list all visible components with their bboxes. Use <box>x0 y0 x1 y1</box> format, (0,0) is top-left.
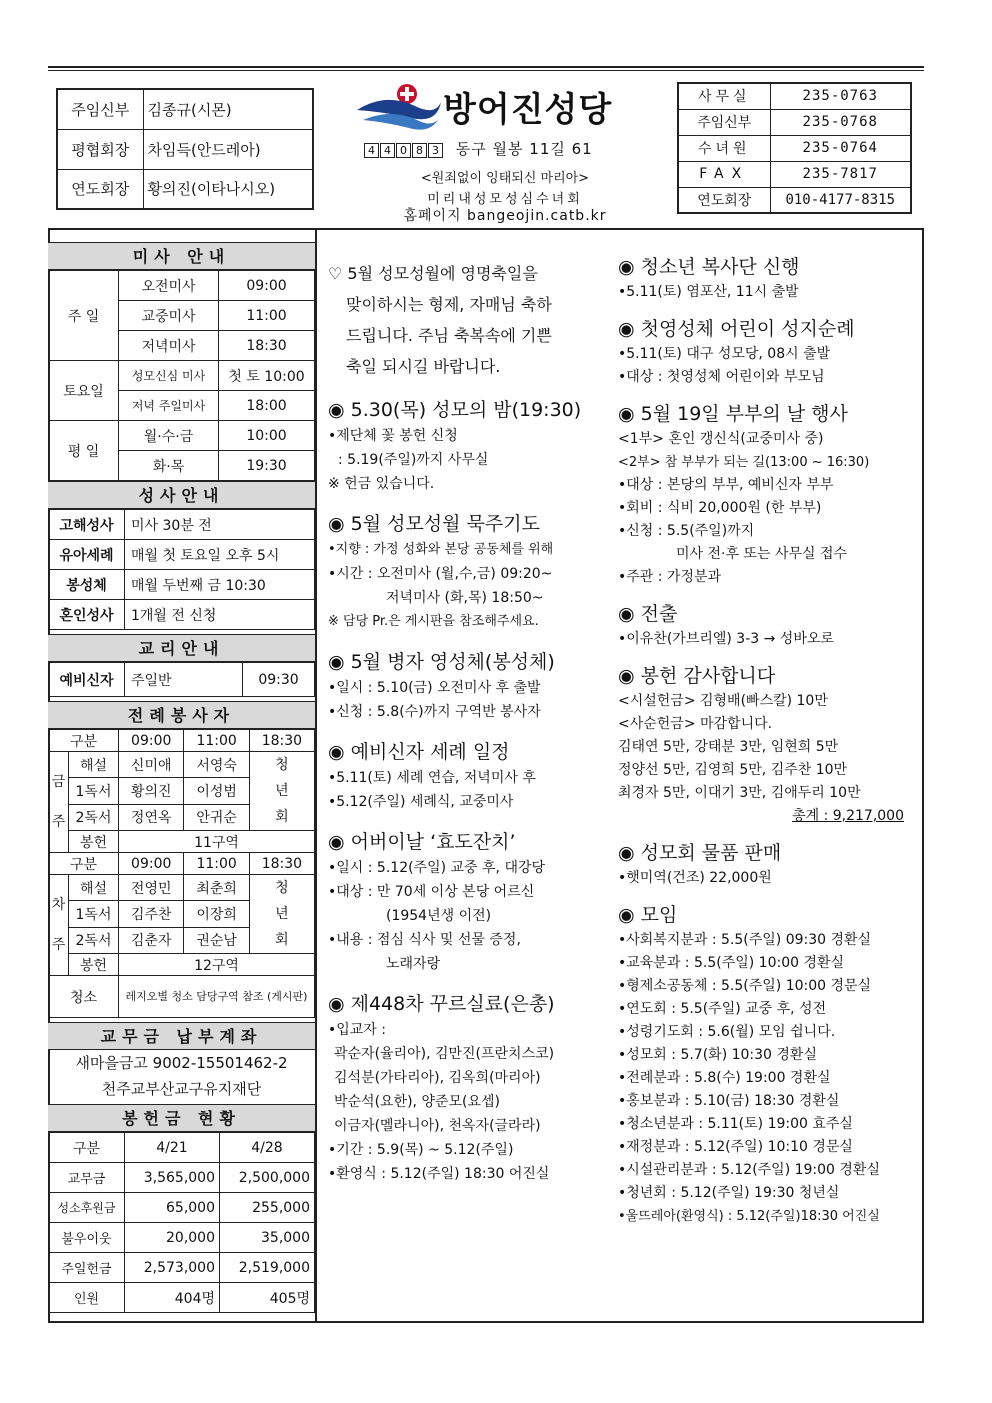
sacrament-name: 유아세례 <box>49 540 125 570</box>
servers-header: 09:00 <box>119 730 184 752</box>
server-role: 봉헌 <box>69 954 119 976</box>
notice-line: •대상 : 첫영성체 어린이와 부모님 <box>618 369 825 385</box>
sacrament-value: 1개월 전 신청 <box>125 600 315 630</box>
offering-header: 구분 <box>49 1133 125 1163</box>
notice-block <box>618 904 918 1228</box>
servers-header: 11:00 <box>184 730 249 752</box>
mass-name: 성모신심 미사 <box>119 361 219 391</box>
server-name: 정연옥 <box>119 804 184 830</box>
notice-line: (1954년생 이전) <box>386 908 492 924</box>
doctrine-table <box>48 662 315 697</box>
account-title: 교무금 납부계좌 <box>48 1022 315 1050</box>
greeting-line: 축일 되시길 바랍니다. <box>346 357 501 376</box>
sisters-name: 미리내성모성심수녀회 <box>427 192 583 207</box>
server-role: 2독서 <box>69 804 119 830</box>
sacrament-name: 봉성체 <box>49 570 125 600</box>
officer-name: 김종규(시몬) <box>143 89 313 129</box>
meeting-line: •시설관리분과 : 5.12(주일) 19:00 경환실 <box>618 1162 880 1178</box>
top-rule <box>48 66 924 68</box>
contact-number: 235-7817 <box>770 161 911 187</box>
notice-title: ◉ 청소년 복사단 신행 <box>618 256 800 278</box>
notice-line: 박순석(요한), 양준모(요셉) <box>334 1094 500 1110</box>
servers-header: 18:30 <box>249 853 314 875</box>
notice-line: •내용 : 점심 식사 및 선물 증정, <box>328 932 521 948</box>
saturday-label: 토요일 <box>49 361 119 421</box>
notice-title: ◉ 전출 <box>618 603 678 625</box>
greeting-line: 맞이하시는 형제, 자매님 축하 <box>346 295 552 314</box>
mass-time: 18:00 <box>219 391 315 421</box>
middle-column <box>328 258 608 1202</box>
notice-title: ◉ 성모회 물품 판매 <box>618 842 782 864</box>
week2-label: 차 주 <box>49 875 69 976</box>
contact-label: 주임신부 <box>678 109 770 135</box>
notice-block <box>328 398 608 496</box>
mass-table <box>48 270 315 481</box>
zip-digit: 4 <box>380 143 395 158</box>
notice-title: ◉ 모임 <box>618 904 678 926</box>
offering-value: 2,573,000 <box>125 1253 220 1283</box>
server-role: 1독서 <box>69 901 119 927</box>
notice-block <box>328 512 608 634</box>
notice-line: •환영식 : 5.12(주일) 18:30 어진실 <box>328 1166 550 1182</box>
notice-line: •신청 : 5.5(주일)까지 <box>618 523 755 539</box>
offering-name: 주일헌금 <box>49 1253 125 1283</box>
notice-title: ◉ 예비신자 세례 일정 <box>328 741 510 763</box>
top-rule-thin <box>48 70 924 71</box>
contacts-table <box>677 82 912 214</box>
notice-line: •신청 : 5.8(수)까지 구역반 봉사자 <box>328 704 541 720</box>
notice-line: ※ 헌금 있습니다. <box>328 476 435 492</box>
notice-line: <1부> 혼인 갱신식(교중미사 중) <box>618 431 824 447</box>
doctrine-value: 주일반 <box>125 663 243 697</box>
server-name: 김주찬 <box>119 901 184 927</box>
notice-title: ◉ 어버이날 ‘효도잔치’ <box>328 831 516 853</box>
mass-name: 저녁 주일미사 <box>119 391 219 421</box>
mass-title: 미사 안내 <box>48 242 315 270</box>
notice-line: •5.11(토) 세례 연습, 저녁미사 후 <box>328 770 536 786</box>
server-name: 최춘희 <box>184 875 249 901</box>
mass-time: 11:00 <box>219 301 315 331</box>
offering-value: 2,500,000 <box>220 1163 315 1193</box>
notice-line: •입교자 : <box>328 1022 386 1038</box>
church-motto: <원죄없이 잉태되신 마리아> <box>420 171 590 186</box>
meeting-line: •연도회 : 5.5(주일) 교중 후, 성전 <box>618 1001 827 1017</box>
mass-time: 10:00 <box>219 421 315 451</box>
meeting-line: •청소년분과 : 5.11(토) 19:00 효주실 <box>618 1116 853 1132</box>
offering-table <box>48 1132 315 1313</box>
notice-title: ◉ 5.30(목) 성모의 밤(19:30) <box>328 399 582 421</box>
notice-line: •일시 : 5.10(금) 오전미사 후 출발 <box>328 680 541 696</box>
meeting-line: •홍보분과 : 5.10(금) 18:30 경환실 <box>618 1093 840 1109</box>
greeting-line: ♡ 5월 성모성월에 영명축일을 <box>328 264 538 283</box>
church-address-line <box>364 138 644 159</box>
notice-block <box>328 650 608 724</box>
notice-line: •5.12(주일) 세례식, 교중미사 <box>328 794 514 810</box>
notice-title: ◉ 5월 성모성월 묵주기도 <box>328 513 540 535</box>
officer-role: 평협회장 <box>57 129 143 169</box>
zip-digit: 0 <box>396 143 411 158</box>
officer-role: 연도회장 <box>57 169 143 209</box>
contact-label: 연도회장 <box>678 187 770 213</box>
notice-block <box>328 830 608 976</box>
notice-block <box>328 992 608 1186</box>
notice-line: 김석분(가타리아), 김옥희(마리아) <box>334 1070 541 1086</box>
notice-block <box>328 740 608 814</box>
notice-line: 곽순자(율리아), 김만진(프란치스코) <box>334 1046 555 1062</box>
notice-line: •시간 : 오전미사 (월,수,금) 09:20~ <box>328 566 553 582</box>
zip-digit: 3 <box>428 143 443 158</box>
sacrament-name: 고해성사 <box>49 510 125 540</box>
notice-line: •이유찬(가브리엘) 3-3 → 성바오로 <box>618 631 834 647</box>
notice-line: 저녁미사 (화,목) 18:50~ <box>386 590 544 606</box>
sunday-label: 주 일 <box>49 271 119 361</box>
meeting-line: •형제소공동체 : 5.5(주일) 10:00 경문실 <box>618 978 872 994</box>
sacraments-title: 성사안내 <box>48 481 315 509</box>
meeting-line: •전례분과 : 5.8(수) 19:00 경환실 <box>618 1070 831 1086</box>
offering-name: 교무금 <box>49 1163 125 1193</box>
contact-number: 235-0764 <box>770 135 911 161</box>
meeting-line: •교육분과 : 5.5(주일) 10:00 경환실 <box>618 955 845 971</box>
notice-line: <사순헌금> 마감합니다. <box>618 716 773 732</box>
notice-line: •대상 : 만 70세 이상 본당 어르신 <box>328 884 535 900</box>
notice-block <box>618 842 918 890</box>
notice-line: •5.11(토) 대구 성모당, 08시 출발 <box>618 346 831 362</box>
servers-header: 11:00 <box>184 853 249 875</box>
notice-line: 김태연 5만, 강태분 3만, 임현희 5만 <box>618 739 839 755</box>
notice-block <box>618 603 918 651</box>
contact-label: FAX <box>678 161 770 187</box>
sacrament-value: 매월 두번째 금 10:30 <box>125 570 315 600</box>
meeting-line: •사회복지분과 : 5.5(주일) 09:30 경환실 <box>618 932 872 948</box>
notice-line: 노래자랑 <box>386 956 441 972</box>
officer-name: 차임득(안드레아) <box>143 129 313 169</box>
server-role: 해설 <box>69 752 119 778</box>
meeting-line: •성령기도회 : 5.6(월) 모임 쉽니다. <box>618 1024 836 1040</box>
offering-name: 불우이웃 <box>49 1223 125 1253</box>
offering-value: 3,565,000 <box>125 1163 220 1193</box>
left-column <box>48 228 317 1323</box>
offering-value: 405명 <box>220 1283 315 1313</box>
notice-line: 미사 전·후 또는 사무실 접수 <box>676 546 848 562</box>
server-name: 김춘자 <box>119 927 184 953</box>
sacrament-name: 혼인성사 <box>49 600 125 630</box>
offer-area: 11구역 <box>119 831 315 853</box>
server-name: 이성범 <box>184 778 249 804</box>
server-name: 이장희 <box>184 901 249 927</box>
greeting-line: 드립니다. 주님 축복속에 기쁜 <box>346 326 552 345</box>
zip-digit: 4 <box>364 143 379 158</box>
week1-label: 금 주 <box>49 752 69 853</box>
mass-time: 첫 토 10:00 <box>219 361 315 391</box>
notice-line: <시설헌금> 김형배(빠스칼) 10만 <box>618 693 828 709</box>
notice-title: ◉ 봉헌 감사합니다 <box>618 665 776 687</box>
notice-title: ◉ 제448차 꾸르실료(은총) <box>328 993 555 1015</box>
mass-name: 오전미사 <box>119 271 219 301</box>
officer-role: 주임신부 <box>57 89 143 129</box>
servers-header: 구분 <box>49 730 119 752</box>
youth-label: 청 년 회 <box>249 752 314 831</box>
meeting-line: •성모회 : 5.7(화) 10:30 경환실 <box>618 1047 817 1063</box>
meeting-line: •청년회 : 5.12(주일) 19:30 청년실 <box>618 1185 840 1201</box>
zip-digit: 8 <box>412 143 427 158</box>
server-role: 2독서 <box>69 927 119 953</box>
notice-block <box>618 403 918 589</box>
account-line: 새마을금고 9002-15501462-2 <box>75 1054 288 1072</box>
contact-number: 235-0763 <box>770 83 911 109</box>
notice-line: •5.11(토) 염포산, 11시 출발 <box>618 284 799 300</box>
offering-name: 성소후원금 <box>49 1193 125 1223</box>
weekday-label: 평 일 <box>49 421 119 481</box>
notice-line: <2부> 참 부부가 되는 길(13:00 ~ 16:30) <box>618 455 870 470</box>
servers-header: 구분 <box>49 853 119 875</box>
church-address: 동구 월봉 11길 61 <box>455 140 593 158</box>
homepage-link[interactable]: 홈페이지 bangeojin.catb.kr <box>403 208 607 224</box>
notice-title: ◉ 5월 19일 부부의 날 행사 <box>618 403 848 425</box>
servers-header: 18:30 <box>249 730 314 752</box>
contact-number: 235-0768 <box>770 109 911 135</box>
doctrine-name: 예비신자 <box>49 663 125 697</box>
offering-value: 65,000 <box>125 1193 220 1223</box>
server-name: 권순남 <box>184 927 249 953</box>
contact-label: 사무실 <box>678 83 770 109</box>
server-role: 1독서 <box>69 778 119 804</box>
notice-line: •대상 : 본당의 부부, 예비신자 부부 <box>618 477 834 493</box>
notice-line: 이금자(멜라니아), 천옥자(글라라) <box>334 1118 541 1134</box>
offering-title: 봉헌금 현황 <box>48 1104 315 1132</box>
notice-line: •주관 : 가정분과 <box>618 569 722 585</box>
offering-header: 4/28 <box>220 1133 315 1163</box>
server-role: 봉헌 <box>69 831 119 853</box>
offering-value: 255,000 <box>220 1193 315 1223</box>
mass-time: 19:30 <box>219 451 315 481</box>
notice-line: 정양선 5만, 김영희 5만, 김주찬 10만 <box>618 762 848 778</box>
server-name: 황의진 <box>119 778 184 804</box>
offering-value: 404명 <box>125 1283 220 1313</box>
server-role: 해설 <box>69 875 119 901</box>
mass-name: 월·수·금 <box>119 421 219 451</box>
server-name: 서영숙 <box>184 752 249 778</box>
offering-name: 인원 <box>49 1283 125 1313</box>
sacraments-table <box>48 509 315 630</box>
servers-table <box>48 729 315 1018</box>
servers-title: 전례봉사자 <box>48 701 315 729</box>
offering-value: 20,000 <box>125 1223 220 1253</box>
server-name: 신미애 <box>119 752 184 778</box>
mass-time: 09:00 <box>219 271 315 301</box>
account-owner: 천주교부산교구유지재단 <box>101 1080 262 1098</box>
notice-line: ※ 담당 Pr.은 게시판을 참조해주세요. <box>328 614 539 629</box>
mass-name: 교중미사 <box>119 301 219 331</box>
mass-name: 저녁미사 <box>119 331 219 361</box>
sacrament-value: 매월 첫 토요일 오후 5시 <box>125 540 315 570</box>
officer-name: 황의진(이타나시오) <box>143 169 313 209</box>
greeting-block <box>328 258 608 382</box>
notice-block <box>618 256 918 304</box>
notice-line: •지향 : 가정 성화와 본당 공동체를 위해 <box>328 542 554 557</box>
church-name: 방어진성당 <box>443 90 613 130</box>
server-name: 안귀순 <box>184 804 249 830</box>
doctrine-title: 교리안내 <box>48 634 315 662</box>
notice-line: •일시 : 5.12(주일) 교중 후, 대강당 <box>328 860 546 876</box>
offering-value: 2,519,000 <box>220 1253 315 1283</box>
notice-title: ◉ 5월 병자 영성체(봉성체) <box>328 651 555 673</box>
notice-line: •회비 : 식비 20,000원 (한 부부) <box>618 500 822 516</box>
offer-area: 12구역 <box>119 954 315 976</box>
notice-line: •기간 : 5.9(목) ~ 5.12(주일) <box>328 1142 514 1158</box>
servers-header: 09:00 <box>119 853 184 875</box>
doctrine-time: 09:30 <box>243 663 315 697</box>
officers-table <box>56 88 314 210</box>
notice-line: •햇미역(건조) 22,000원 <box>618 870 772 886</box>
meeting-line: •울뜨레아(환영식) : 5.12(주일)18:30 어진실 <box>618 1209 880 1224</box>
offering-total: 총계 : 9,217,000 <box>792 808 904 824</box>
notice-line: 최경자 5만, 이대기 3만, 김애두리 10만 <box>618 785 861 801</box>
contact-number: 010-4177-8315 <box>770 187 911 213</box>
offering-header: 4/21 <box>125 1133 220 1163</box>
offering-value: 35,000 <box>220 1223 315 1253</box>
contact-label: 수녀원 <box>678 135 770 161</box>
cleaning-value: 레지오별 청소 담당구역 참조 (게시판) <box>119 976 315 1018</box>
notice-block <box>618 665 918 828</box>
meeting-line: •재정분과 : 5.12(주일) 10:10 경문실 <box>618 1139 853 1155</box>
cleaning-label: 청소 <box>49 976 119 1018</box>
server-name: 전영민 <box>119 875 184 901</box>
sacrament-value: 미사 30분 전 <box>125 510 315 540</box>
mass-name: 화·목 <box>119 451 219 481</box>
mass-time: 18:30 <box>219 331 315 361</box>
right-column <box>618 256 918 1228</box>
notice-line: : 5.19(주일)까지 사무실 <box>338 452 489 468</box>
youth-label: 청 년 회 <box>249 875 314 954</box>
notice-block <box>618 318 918 389</box>
notice-line: •제단체 꽃 봉헌 신청 <box>328 428 458 444</box>
notice-title: ◉ 첫영성체 어린이 성지순례 <box>618 318 855 340</box>
